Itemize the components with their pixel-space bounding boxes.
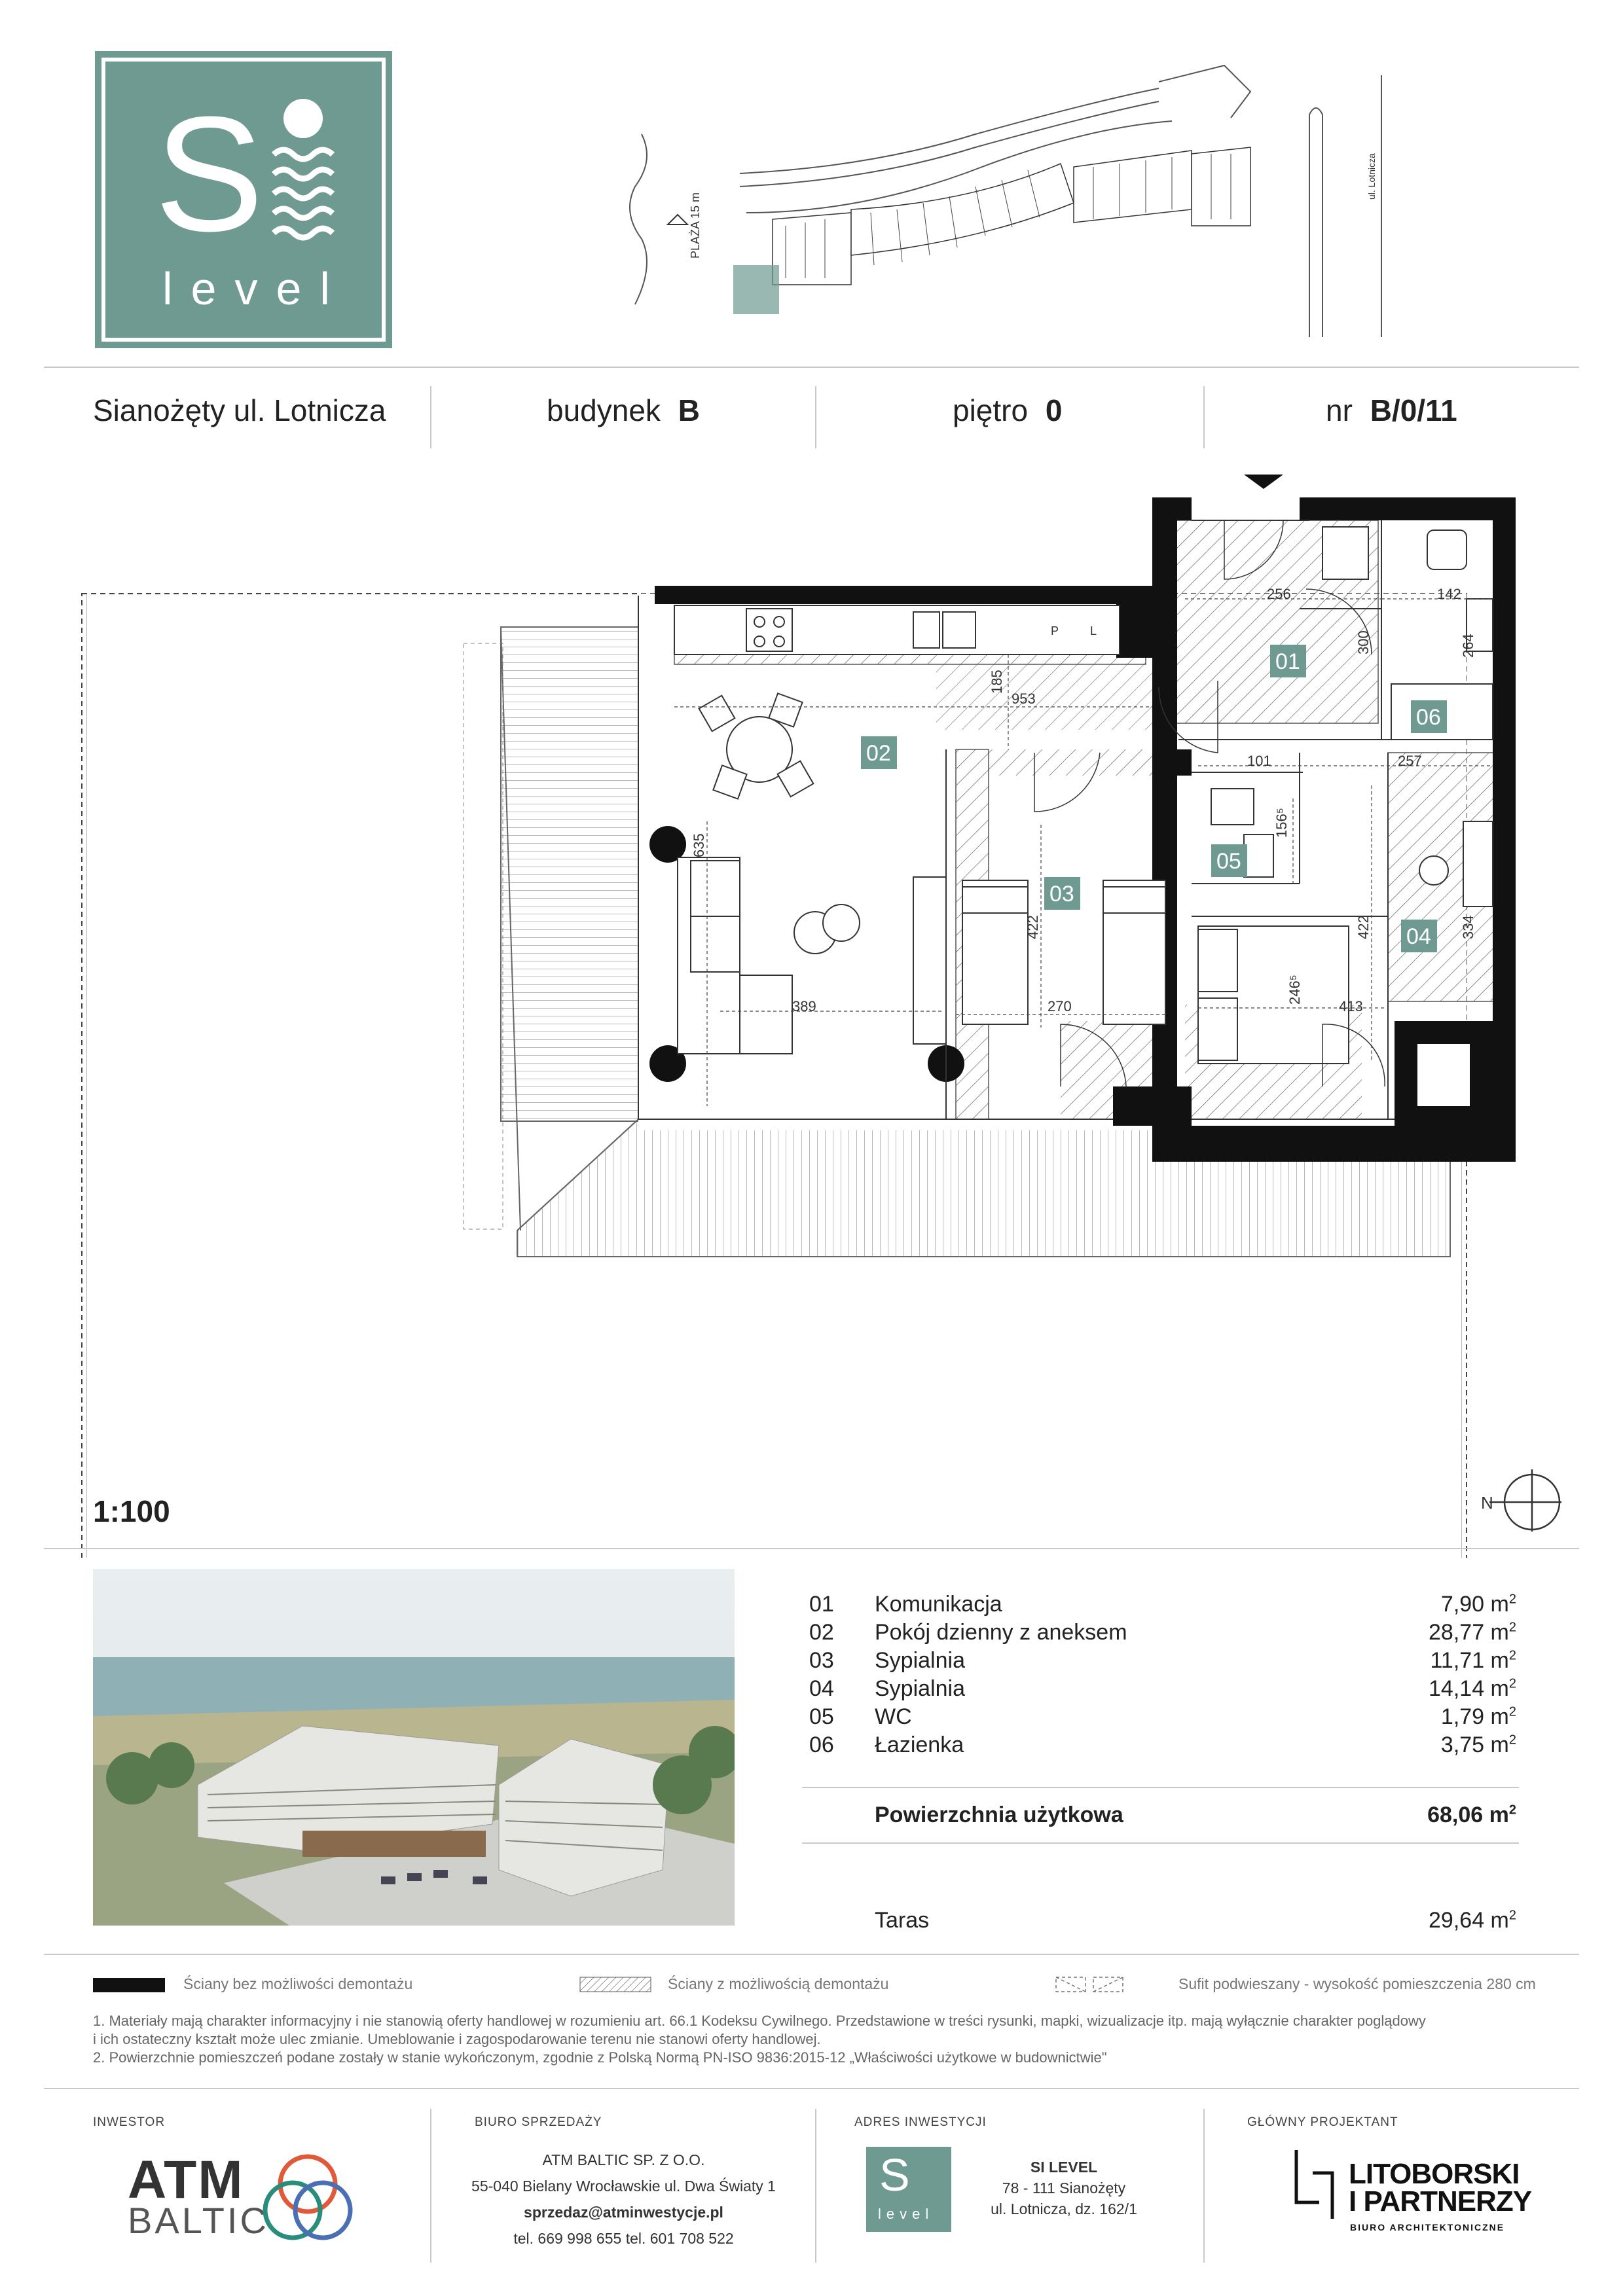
total-label: Powierzchnia użytkowa (875, 1803, 1123, 1827)
floor-value: 0 (1045, 393, 1063, 427)
building-visualization (93, 1569, 735, 1926)
room-name: Łazienka (875, 1732, 964, 1757)
dimension-label: 413 (1339, 998, 1363, 1014)
dimension-label: 156⁵ (1273, 808, 1290, 838)
appliance-label: L (1090, 624, 1097, 637)
room-num: 06 (809, 1732, 834, 1757)
room-number: 01 (1275, 649, 1300, 674)
removable-wall-swatch (579, 1977, 651, 1992)
legend-removable: Ściany z możliwością demontażu (668, 1975, 889, 1992)
dimension-label: 142 (1437, 586, 1461, 602)
location-text: Sianożęty ul. Lotnicza (93, 393, 386, 427)
sales-email[interactable]: sprzedaz@atminwestycje.pl (524, 2204, 723, 2221)
total-row (809, 1803, 1516, 1831)
room-name: Pokój dzienny z aneksem (875, 1620, 1127, 1645)
sales-company: ATM BALTIC SP. Z O.O. (542, 2151, 705, 2168)
building-label: budynek (547, 393, 661, 427)
room-area: 3,75 $m^2$ (1440, 1732, 1516, 1757)
rule-middle (44, 1548, 1579, 1549)
floor-label: piętro (953, 393, 1029, 427)
designer-line2: I PARTNERZY (1349, 2185, 1532, 2217)
dimension-label: 422 (1355, 915, 1372, 939)
rule-legend (44, 1954, 1579, 1955)
designer-logo-icon (1293, 2147, 1339, 2222)
room-number: 05 (1216, 849, 1241, 874)
room-row (809, 1648, 1516, 1677)
room-area: 28,77 $m^2$ (1429, 1620, 1516, 1645)
footer-divider (430, 2109, 431, 2263)
room-number: 06 (1416, 705, 1441, 730)
beach-label: PLAŻA 15 m (689, 192, 702, 259)
dimension-label: 246⁵ (1286, 975, 1303, 1005)
si-level-logo (95, 51, 392, 348)
footer-divider (1203, 2109, 1205, 2263)
terrace-row (809, 1908, 1516, 1937)
number-label: nr (1326, 393, 1353, 427)
room-area: 11,71 $m^2$ (1430, 1648, 1516, 1673)
dimension-label: 389 (792, 998, 816, 1014)
atm-logo-top: ATM (128, 2150, 244, 2210)
address-street: ul. Lotnicza, dz. 162/1 (991, 2200, 1137, 2217)
logo-wave-icon (270, 92, 356, 262)
room-area: 7,90 $m^2$ (1440, 1592, 1516, 1617)
room-num: 05 (809, 1704, 834, 1729)
room-name: Komunikacja (875, 1592, 1002, 1617)
table-rule (802, 1842, 1519, 1844)
designer-label: GŁÓWNY PROJEKTANT (1247, 2115, 1398, 2129)
header-divider (1203, 386, 1205, 448)
dimension-label: 185 (989, 670, 1005, 694)
terrace-area: 29,64 $m^2$ (1429, 1908, 1516, 1933)
number-value: B/0/11 (1370, 393, 1457, 427)
atm-rings-icon (259, 2148, 357, 2246)
dimension-label: 953 (1012, 691, 1036, 707)
north-label: N (1481, 1493, 1493, 1513)
site-key-plan (622, 62, 1408, 337)
dimension-label: 101 (1247, 753, 1271, 769)
room-row (809, 1620, 1516, 1649)
sales-label: BIURO SPRZEDAŻY (475, 2115, 602, 2129)
logo-word: level (162, 263, 348, 314)
investor-label: INWESTOR (93, 2115, 166, 2129)
room-row (809, 1704, 1516, 1733)
total-area: 68,06 $m^2$ (1427, 1803, 1516, 1827)
note-line: i ich ostateczny kształt może ulec zmianie. Umeblowanie i zagospodarowanie terenu nie stanowi oferty handlowej. (93, 2031, 821, 2047)
atm-logo-bottom: BALTIC (128, 2200, 269, 2241)
designer-line1: LITOBORSKI (1349, 2158, 1520, 2190)
note-line: 1. Materiały mają charakter informacyjny i nie stanowią oferty handlowej w rozumieniu art. 66.1 Kodeksu Cywilnego. Przedstawione w treści rysunki, mapki, wizualizacje itp. mają wyłącznie charakter poglądowy (93, 2013, 1426, 2029)
building-value: B (678, 393, 700, 427)
sales-address: 55-040 Bielany Wrocławskie ul. Dwa Światy 1 (471, 2178, 776, 2195)
rule-footer (44, 2088, 1579, 2089)
dimension-label: 257 (1398, 753, 1422, 769)
header-divider (430, 386, 431, 448)
room-number: 04 (1406, 924, 1431, 949)
room-area: 14,14 $m^2$ (1429, 1676, 1516, 1701)
floor-info (953, 393, 1062, 428)
investment-address (969, 2157, 1159, 2219)
room-number: 02 (866, 741, 891, 766)
si-level-small-logo: S level (866, 2147, 951, 2232)
dimension-label: 264 (1460, 634, 1476, 658)
legend-fixed: Ściany bez możliwości demontażu (183, 1975, 413, 1992)
note-line: 2. Powierzchnie pomieszczeń podane zostały w stanie wykończonym, zgodnie z Polską Normą PN-ISO 9836:2015-12 „Właściwości użytkowe w budownictwie" (93, 2049, 1107, 2066)
ceiling-swatch (1054, 1975, 1126, 1994)
designer-line3: BIURO ARCHITEKTONICZNE (1350, 2222, 1505, 2233)
appliance-label: P (1051, 624, 1059, 637)
dimension-label: 270 (1048, 998, 1072, 1014)
room-row (809, 1732, 1516, 1761)
room-name: Sypialnia (875, 1676, 965, 1701)
building-info (547, 393, 700, 428)
sales-office (445, 2147, 802, 2251)
address-name: SI LEVEL (1030, 2159, 1098, 2176)
north-arrow-icon (1489, 1469, 1561, 1532)
legend-ceiling: Sufit podwieszany - wysokość pomieszczenia 280 cm (1178, 1975, 1536, 1992)
address-city: 78 - 111 Sianożęty (1002, 2179, 1126, 2197)
dimension-label: 334 (1460, 915, 1476, 939)
room-num: 01 (809, 1592, 834, 1617)
logo-letter: S (155, 82, 264, 265)
header-divider (815, 386, 816, 448)
fixed-wall-swatch (93, 1978, 165, 1992)
dimension-label: 256 (1267, 586, 1291, 602)
room-area: 1,79 $m^2$ (1440, 1704, 1516, 1729)
address-label: ADRES INWESTYCJI (854, 2115, 987, 2129)
sales-phones: tel. 669 998 655 tel. 601 708 522 (513, 2230, 734, 2247)
street-label: ul. Lotnicza (1366, 153, 1377, 200)
room-num: 04 (809, 1676, 834, 1701)
unit-number (1326, 393, 1457, 428)
dimension-label: 300 (1355, 630, 1372, 655)
disclaimer-notes (93, 2012, 1553, 2067)
terrace-label: Taras (875, 1908, 930, 1933)
room-number: 03 (1049, 882, 1074, 906)
room-row (809, 1592, 1516, 1621)
room-name: WC (875, 1704, 912, 1729)
room-name: Sypialnia (875, 1648, 965, 1673)
room-num: 02 (809, 1620, 834, 1645)
dimension-label: 635 (691, 833, 707, 857)
room-num: 03 (809, 1648, 834, 1673)
floor-plan (0, 458, 1623, 1558)
room-row (809, 1676, 1516, 1705)
footer-divider (815, 2109, 816, 2263)
entrance-arrow-icon (1244, 475, 1283, 489)
rule-top (44, 367, 1579, 368)
terrace-deck-left (501, 627, 638, 1121)
scale-label: 1:100 (93, 1494, 170, 1528)
table-rule (802, 1787, 1519, 1788)
dimension-label: 422 (1025, 915, 1041, 939)
